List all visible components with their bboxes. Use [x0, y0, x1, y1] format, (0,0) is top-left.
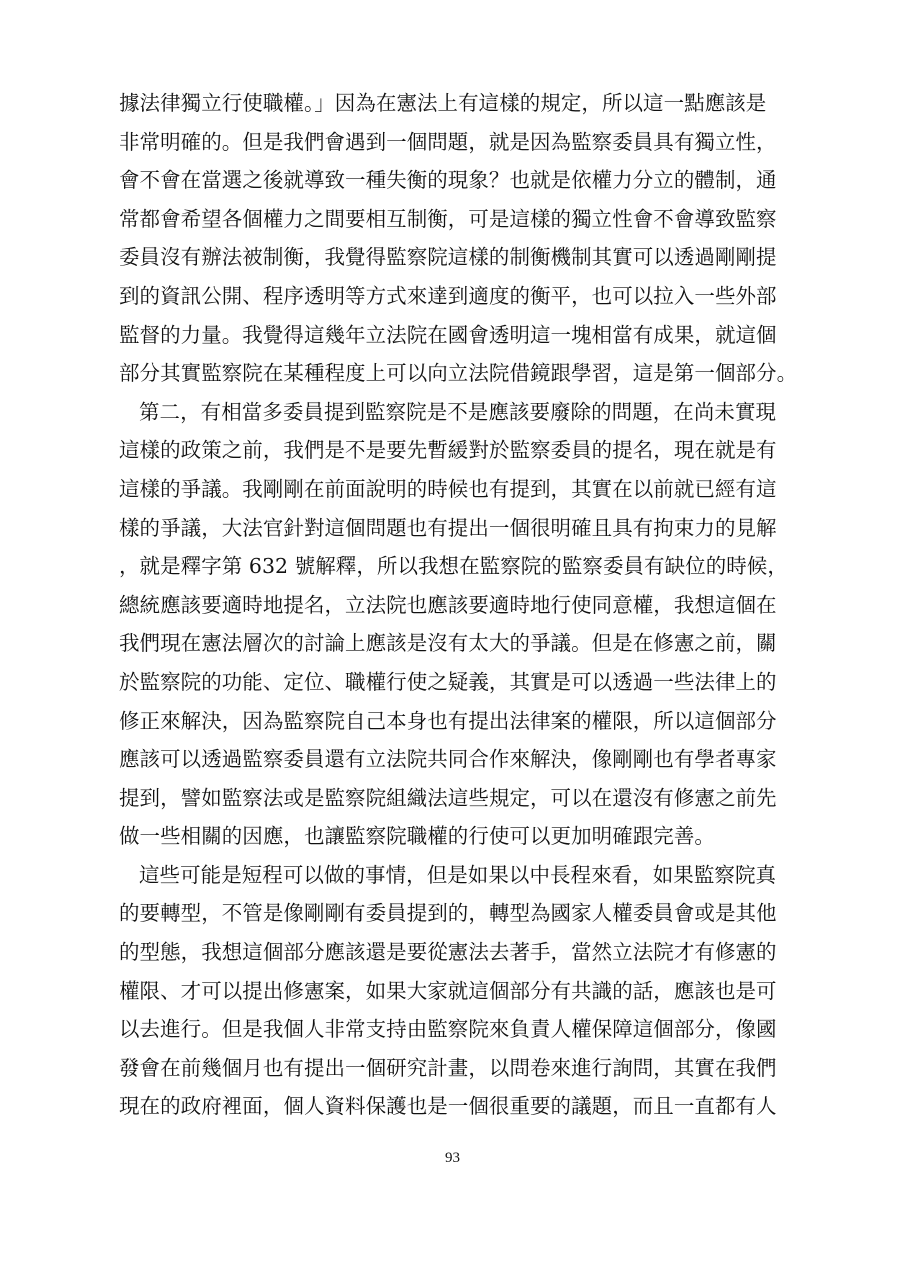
text-line: 非常明確的。但是我們會遇到一個問題，就是因為監察委員具有獨立性，: [119, 129, 777, 154]
text-line: 這樣的政策之前，我們是不是要先暫緩對於監察委員的提名，現在就是有: [119, 438, 777, 463]
text-line: 監督的力量。我覺得這幾年立法院在國會透明這一塊相當有成果，就這個: [119, 322, 777, 347]
text-line: 會不會在當選之後就導致一種失衡的現象？也就是依權力分立的體制，通: [119, 168, 777, 193]
text-line: 這樣的爭議。我剛剛在前面說明的時候也有提到，其實在以前就已經有這: [119, 476, 777, 501]
text-line: 現在的政府裡面，個人資料保護也是一個很重要的議題，而且一直都有人: [119, 1094, 777, 1119]
text-line: 權限、才可以提出修憲案，如果大家就這個部分有共識的話，應該也是可: [119, 978, 777, 1003]
paragraph-start-line: 第二，有相當多委員提到監察院是不是應該要廢除的問題，在尚未實現: [139, 399, 777, 424]
text-line: 以去進行。但是我個人非常支持由監察院來負責人權保障這個部分，像國: [119, 1017, 777, 1042]
text-line: 修正來解決，因為監察院自己本身也有提出法律案的權限，所以這個部分: [119, 708, 777, 733]
text-line: 樣的爭議，大法官針對這個問題也有提出一個很明確且具有拘束力的見解: [119, 515, 777, 540]
paragraph-start-line: 這些可能是短程可以做的事情，但是如果以中長程來看，如果監察院真: [139, 862, 777, 887]
body-text: [119, 84, 807, 1126]
text-line: 到的資訊公開、程序透明等方式來達到適度的衡平，也可以拉入一些外部: [119, 283, 777, 308]
text-line: 於監察院的功能、定位、職權行使之疑義，其實是可以透過一些法律上的: [119, 669, 777, 694]
text-line: 委員沒有辦法被制衡，我覺得監察院這樣的制衡機制其實可以透過剛剛提: [119, 245, 777, 270]
text-line: 發會在前幾個月也有提出一個研究計畫，以問卷來進行詢問，其實在我們: [119, 1055, 777, 1080]
text-line: ，就是釋字第 632 號解釋，所以我想在監察院的監察委員有缺位的時候，: [119, 554, 788, 579]
text-line: 據法律獨立行使職權。」因為在憲法上有這樣的規定，所以這一點應該是: [119, 91, 767, 115]
text-line: 做一些相關的因應，也讓監察院職權的行使可以更加明確跟完善。: [119, 824, 715, 849]
text-line: 提到，譬如監察法或是監察院組織法這些規定，可以在還沒有修憲之前先: [119, 785, 777, 810]
text-line: 的要轉型，不管是像剛剛有委員提到的，轉型為國家人權委員會或是其他: [119, 901, 777, 926]
text-line: 的型態，我想這個部分應該還是要從憲法去著手，當然立法院才有修憲的: [119, 940, 777, 965]
text-line: 總統應該要適時地提名，立法院也應該要適時地行使同意權，我想這個在: [119, 592, 777, 617]
text-line: 應該可以透過監察委員還有立法院共同合作來解決，像剛剛也有學者專家: [119, 747, 777, 772]
text-line: 我們現在憲法層次的討論上應該是沒有太大的爭議。但是在修憲之前，關: [119, 631, 777, 656]
text-line: 部分其實監察院在某種程度上可以向立法院借鏡跟學習，這是第一個部分。: [119, 361, 798, 386]
text-line: 常都會希望各個權力之間要相互制衡，可是這樣的獨立性會不會導致監察: [119, 206, 777, 231]
page-number: 93: [445, 1150, 460, 1166]
